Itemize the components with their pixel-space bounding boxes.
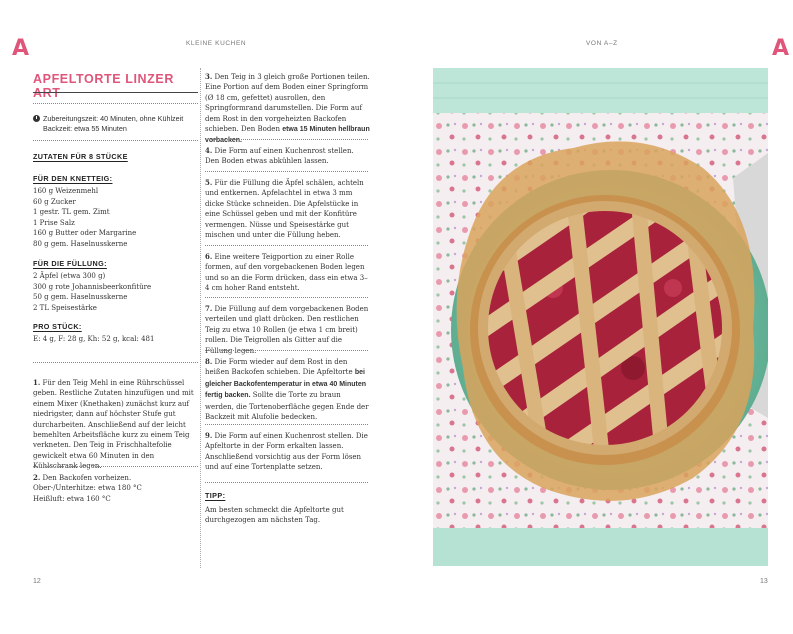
recipe-title: APFELTORTE LINZER ART [33, 72, 174, 100]
step-6 [205, 252, 370, 294]
prep-time [33, 114, 203, 133]
divider [33, 466, 198, 467]
prep-time-line: Zubereitungszeit: 40 Minuten, ohne Kühlzeit [43, 114, 184, 123]
step-text: Den Backofen vorheizen. [42, 474, 132, 482]
ingredient-item: 1 Prise Salz [33, 218, 75, 227]
per-piece-heading: PRO STÜCK: [33, 322, 82, 331]
filling-list [33, 271, 193, 313]
filling-heading: FÜR DIE FÜLLUNG: [33, 259, 107, 268]
dough-list [33, 186, 193, 249]
index-letter-left: A [12, 36, 30, 61]
running-head-left: KLEINE KUCHEN [186, 40, 247, 47]
divider [205, 171, 368, 172]
step-number: 8. [205, 357, 213, 366]
step-number: 7. [205, 304, 213, 313]
ingredient-item: 50 g gem. Haselnusskerne [33, 293, 128, 301]
bake-time-line: Backzeit: etwa 55 Minuten [43, 123, 127, 133]
pie-illustration [433, 68, 768, 566]
ingredient-item: 160 g Butter oder Margarine [33, 229, 137, 237]
step-number: 5. [205, 178, 213, 187]
step-number: 6. [205, 252, 213, 261]
step-bold-text: etwa 15 Minuten hellbraun vorbacken. [205, 126, 370, 145]
nutrition-info: E: 4 g, F: 28 g, Kh: 52 g, kcal: 481 [33, 335, 155, 343]
ingredient-item: 300 g rote Johannisbeerkonfitüre [33, 282, 152, 291]
tip-text: Am besten schmeckt die Apfeltorte gut durchgezogen am nächsten Tag. [205, 506, 344, 525]
step-text: Für den Teig Mehl in eine Rührschüssel geben. Restliche Zutaten hinzufügen und mit einem Mixer (Knethaken) zunächst kurz auf niedrigster, dann auf höchster Stufe gut durcharbeiten. Anschließend auf der leicht bemehlten Arbeitsfläche kurz zu einem Teig verkneten. Den Teig in Frischhaltefolie gewickelt etwa 60 Minuten in den Kühlschrank legen. [33, 379, 194, 471]
step-1 [33, 378, 198, 472]
running-head-right: VON A–Z [586, 40, 618, 47]
clock-icon [33, 115, 40, 122]
step-text: Ober-/Unterhitze: etwa 180 °C [33, 484, 142, 493]
ingredient-item: 2 Äpfel (etwa 300 g) [33, 272, 106, 280]
ingredient-item: 2 TL Speisestärke [33, 303, 97, 312]
divider [205, 297, 368, 298]
step-text: Die Füllung auf dem vorgebackenen Boden verteilen und glatt drücken. Den restlichen Teig zu etwa 10 Rollen (je etwa 1 cm breit) rollen. Die Teigrollen als Gitter auf die Füllung legen. [205, 305, 369, 355]
step-text: Die Form auf einen Kuchenrost stellen. Den Boden etwas abkühlen lassen. [205, 147, 354, 166]
step-text: Für die Füllung die Äpfel schälen, achteln und entkernen. Apfelachtel in etwa 3 mm dicke Stücke schneiden. Die Apfelstücke in eine Schüssel geben und mit der Konfitüre vermengen. Nüsse und Speisestärke gut mischen und unter die Füllung heben. [205, 179, 364, 240]
step-5 [205, 178, 370, 240]
tip-heading: TIPP: [205, 491, 226, 500]
divider [205, 482, 368, 483]
step-text: Die Form auf einen Kuchenrost stellen. Die Apfeltorte in der Form erkalten lassen. Anschließend vorsichtig aus der Form lösen und auf eine Tortenplatte setzen. [205, 432, 368, 472]
dough-heading: FÜR DEN KNETTEIG: [33, 174, 113, 183]
ingredient-item: 60 g Zucker [33, 197, 76, 206]
divider [205, 350, 368, 351]
step-9 [205, 431, 370, 473]
ingredients-heading: ZUTATEN FÜR 8 STÜCKE [33, 152, 128, 161]
step-4 [205, 146, 370, 167]
step-number: 3. [205, 72, 213, 81]
step-number: 2. [33, 473, 41, 482]
ingredient-item: 160 g Weizenmehl [33, 187, 99, 195]
ingredient-item: 80 g gem. Haselnusskerne [33, 239, 128, 248]
step-text: Heißluft: etwa 160 °C [33, 494, 111, 503]
step-text: Den Teig in 3 gleich große Portionen teilen. Eine Portion auf dem Boden einer Springform (Ø 18 cm, gefettet) ausrollen, den Springformrand darumstellen. Die Form auf dem Rost in den vorgeheizten Backofen schieben. Den Boden [205, 73, 370, 134]
page-number-left: 12 [33, 578, 41, 585]
step-number: 4. [205, 146, 213, 155]
pie-photo [433, 68, 768, 566]
divider [205, 245, 368, 246]
divider [33, 103, 198, 104]
index-letter-right: A [772, 36, 790, 61]
step-2 [33, 473, 198, 504]
step-text: Die Form wieder auf dem Rost in den heißen Backofen schieben. Die Apfeltorte [205, 358, 353, 377]
divider [205, 424, 368, 425]
column-divider [200, 68, 201, 568]
prep-time-text [43, 114, 183, 133]
step-3 [205, 72, 370, 147]
step-7 [205, 304, 370, 356]
step-number: 9. [205, 431, 213, 440]
step-text: Eine weitere Teigportion zu einer Rolle formen, auf den vorgebackenen Boden legen und so an die Form drücken, dass ein etwa 3–4 cm hoher Rand entsteht. [205, 253, 368, 293]
title-rule [33, 92, 198, 93]
page-number-right: 13 [760, 578, 768, 585]
step-bold-text: bei gleicher Backofentemperatur in etwa 40 Minuten fertig backen. [205, 369, 367, 400]
step-8 [205, 357, 370, 422]
divider [33, 362, 198, 363]
divider [33, 140, 198, 141]
step-number: 1. [33, 378, 41, 387]
divider [205, 139, 368, 140]
ingredient-item: 1 gestr. TL gem. Zimt [33, 208, 110, 216]
step-text: Sollte die Torte zu braun werden, die Tortenoberfläche gegen Ende der Backzeit mit Alufolie bedecken. [205, 391, 369, 422]
